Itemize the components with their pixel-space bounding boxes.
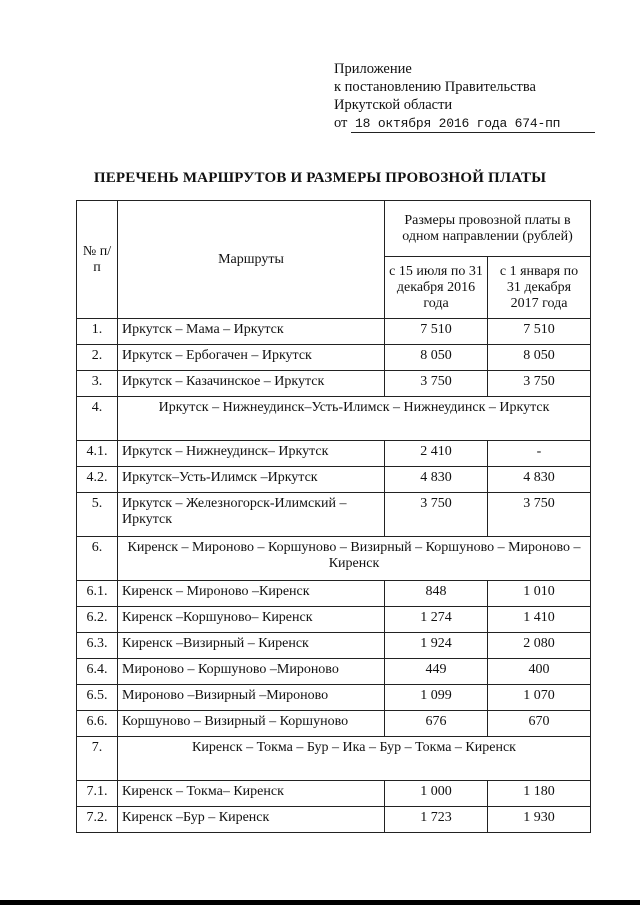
row-number: 6.3.: [77, 633, 118, 659]
fare-2017: 400: [488, 659, 591, 685]
table-row: [77, 781, 591, 807]
table-row: [77, 711, 591, 737]
fare-2017: 2 080: [488, 633, 591, 659]
fare-2016: 1 000: [385, 781, 488, 807]
fare-2017: 670: [488, 711, 591, 737]
route-name: Киренск – Мироново – Коршуново – Визирный – Коршуново – Мироново – Киренск: [118, 537, 591, 581]
fare-2016: 4 830: [385, 467, 488, 493]
table-row: [77, 319, 591, 345]
fare-2016: 7 510: [385, 319, 488, 345]
row-number: 6.: [77, 537, 118, 581]
route-name: Иркутск – Мама – Иркутск: [118, 319, 385, 345]
row-number: 6.2.: [77, 607, 118, 633]
fare-2017: 1 410: [488, 607, 591, 633]
fare-2016: 848: [385, 581, 488, 607]
row-number: 6.1.: [77, 581, 118, 607]
fare-2017: 8 050: [488, 345, 591, 371]
route-name: Киренск –Коршуново– Киренск: [118, 607, 385, 633]
fare-2016: 1 099: [385, 685, 488, 711]
table-row: [77, 537, 591, 581]
fare-2016: 676: [385, 711, 488, 737]
row-number: 4.2.: [77, 467, 118, 493]
fare-2017: -: [488, 441, 591, 467]
row-number: 7.1.: [77, 781, 118, 807]
route-name: Иркутск – Железногорск-Илимский – Иркутск: [118, 493, 385, 537]
table-row: [77, 441, 591, 467]
route-name: Киренск – Мироново –Киренск: [118, 581, 385, 607]
row-number: 7.2.: [77, 807, 118, 833]
row-number: 1.: [77, 319, 118, 345]
row-number: 6.6.: [77, 711, 118, 737]
appendix-line-1: Приложение: [334, 61, 412, 77]
table-row: [77, 371, 591, 397]
fare-2017: 1 070: [488, 685, 591, 711]
fare-2016: 1 274: [385, 607, 488, 633]
fare-2016: 449: [385, 659, 488, 685]
appendix-date-handwritten: 18 октября 2016 года 674-пп: [355, 116, 561, 131]
route-name: Мироново –Визирный –Мироново: [118, 685, 385, 711]
fare-2016: 2 410: [385, 441, 488, 467]
routes-table: [76, 200, 591, 833]
table-row: [77, 467, 591, 493]
route-name: Киренск –Бур – Киренск: [118, 807, 385, 833]
appendix-date-field: [351, 115, 595, 133]
fare-2016: 1 924: [385, 633, 488, 659]
route-name: Киренск –Визирный – Киренск: [118, 633, 385, 659]
route-name: Иркутск – Нижнеудинск– Иркутск: [118, 441, 385, 467]
fare-2016: 3 750: [385, 493, 488, 537]
fare-2017: 1 180: [488, 781, 591, 807]
fare-2016: 1 723: [385, 807, 488, 833]
fare-2016: 8 050: [385, 345, 488, 371]
table-row: [77, 685, 591, 711]
fare-2017: 3 750: [488, 371, 591, 397]
route-name: Иркутск – Нижнеудинск–Усть-Илимск – Нижнеудинск – Иркутск: [118, 397, 591, 441]
row-number: 7.: [77, 737, 118, 781]
header-num: № п/п: [77, 201, 118, 319]
header-route: Маршруты: [118, 201, 385, 319]
route-name: Коршуново – Визирный – Коршуново: [118, 711, 385, 737]
appendix-line-2: к постановлению Правительства: [334, 79, 536, 95]
table-row: [77, 633, 591, 659]
table-row: [77, 737, 591, 781]
table-row: [77, 807, 591, 833]
fare-2017: 1 930: [488, 807, 591, 833]
table-row: [77, 345, 591, 371]
row-number: 6.4.: [77, 659, 118, 685]
table-row: [77, 493, 591, 537]
route-name: Иркутск – Ербогачен – Иркутск: [118, 345, 385, 371]
row-number: 3.: [77, 371, 118, 397]
appendix-line-4: [334, 114, 594, 133]
route-name: Иркутск – Казачинское – Иркутск: [118, 371, 385, 397]
row-number: 4.: [77, 397, 118, 441]
row-number: 4.1.: [77, 441, 118, 467]
table-row: [77, 581, 591, 607]
table-row: [77, 397, 591, 441]
scan-bottom-edge: [0, 900, 640, 905]
fare-2017: 4 830: [488, 467, 591, 493]
table-row: [77, 607, 591, 633]
route-name: Иркутск–Усть-Илимск –Иркутск: [118, 467, 385, 493]
fare-2017: 3 750: [488, 493, 591, 537]
appendix-block: [334, 60, 594, 133]
document-title: ПЕРЕЧЕНЬ МАРШРУТОВ И РАЗМЕРЫ ПРОВОЗНОЙ ПЛАТЫ: [93, 170, 547, 186]
routes-table-body: [77, 319, 591, 833]
header-period-2017: с 1 января по 31 декабря 2017 года: [488, 257, 591, 319]
table-row: [77, 659, 591, 685]
appendix-date-prefix: от: [334, 115, 348, 131]
route-name: Мироново – Коршуново –Мироново: [118, 659, 385, 685]
appendix-line-3: Иркутской области: [334, 97, 453, 113]
header-fare-group: Размеры провозной платы в одном направлении (рублей): [385, 201, 591, 257]
row-number: 2.: [77, 345, 118, 371]
row-number: 5.: [77, 493, 118, 537]
route-name: Киренск – Токма – Бур – Ика – Бур – Токма – Киренск: [118, 737, 591, 781]
fare-2016: 3 750: [385, 371, 488, 397]
header-period-2016: с 15 июля по 31 декабря 2016 года: [385, 257, 488, 319]
fare-2017: 7 510: [488, 319, 591, 345]
fare-2017: 1 010: [488, 581, 591, 607]
route-name: Киренск – Токма– Киренск: [118, 781, 385, 807]
row-number: 6.5.: [77, 685, 118, 711]
